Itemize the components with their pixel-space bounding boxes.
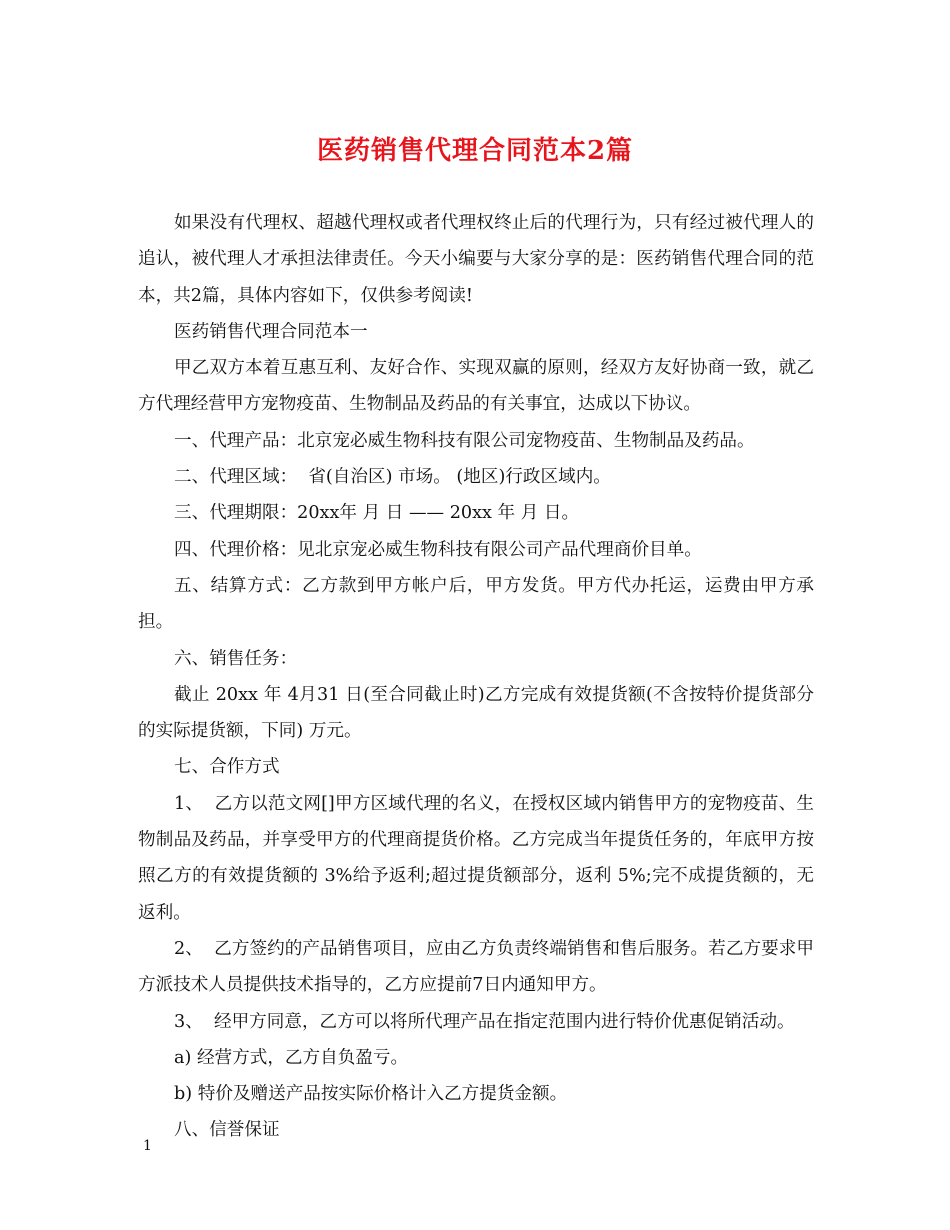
paragraph: 七、合作方式 (174, 757, 280, 778)
paragraph: 3、 经甲方同意，乙方可以将所代理产品在指定范围内进行特价优惠促销活动。 (174, 1011, 795, 1032)
document-body (138, 205, 814, 1149)
paragraph: a) 经营方式，乙方自负盈亏。 (174, 1047, 409, 1068)
document-title: 医药销售代理合同范本2篇 (316, 136, 634, 166)
paragraph: 四、代理价格：见北京宠必威生物科技有限公司产品代理商价目单。 (174, 539, 702, 560)
paragraph: 二、代理区域： 省(自治区) 市场。 (地区)行政区域内。 (174, 467, 611, 488)
paragraph: 2、 乙方签约的产品销售项目，应由乙方负责终端销售和售后服务。若乙方要求甲方派技术人员提供技术指导的，乙方应提前7日内通知甲方。 (138, 938, 814, 996)
paragraph: 甲乙双方本着互惠互利、友好合作、实现双赢的原则，经双方友好协商一致，就乙方代理经营甲方宠物疫苗、生物制品及药品的有关事宜，达成以下协议。 (138, 358, 814, 415)
page-number: 1 (143, 1138, 152, 1154)
paragraph: 医药销售代理合同范本一 (174, 321, 368, 342)
paragraph: 如果没有代理权、超越代理权或者代理权终止后的代理行为，只有经过被代理人的追认，被代理人才承担法律责任。今天小编要与大家分享的是：医药销售代理合同的范本，共2篇，具体内容如下，仅供参考阅读! (138, 213, 814, 306)
paragraph: b) 特价及赠送产品按实际价格计入乙方提货金额。 (174, 1084, 568, 1105)
paragraph: 一、代理产品：北京宠必威生物科技有限公司宠物疫苗、生物制品及药品。 (174, 430, 755, 451)
paragraph: 1、 乙方以范文网[]甲方区域代理的名义，在授权区域内销售甲方的宠物疫苗、生物制品及药品，并享受甲方的代理商提货价格。乙方完成当年提货任务的，年底甲方按照乙方的有效提货额的 3%给予返利;超过提货额部分，返利 5%;完不成提货额的，无返利。 (138, 793, 814, 923)
paragraph: 截止 20xx 年 4月31 日(至合同截止时)乙方完成有效提货额(不含按特价提货部分的实际提货额，下同) 万元。 (138, 684, 814, 742)
paragraph: 八、信誉保证 (174, 1120, 280, 1141)
paragraph: 三、代理期限：20xx年 月 日 —— 20xx 年 月 日。 (174, 503, 580, 524)
paragraph: 五、结算方式：乙方款到甲方帐户后，甲方发货。甲方代办托运，运费由甲方承担。 (138, 575, 814, 633)
paragraph: 六、销售任务： (174, 648, 298, 669)
